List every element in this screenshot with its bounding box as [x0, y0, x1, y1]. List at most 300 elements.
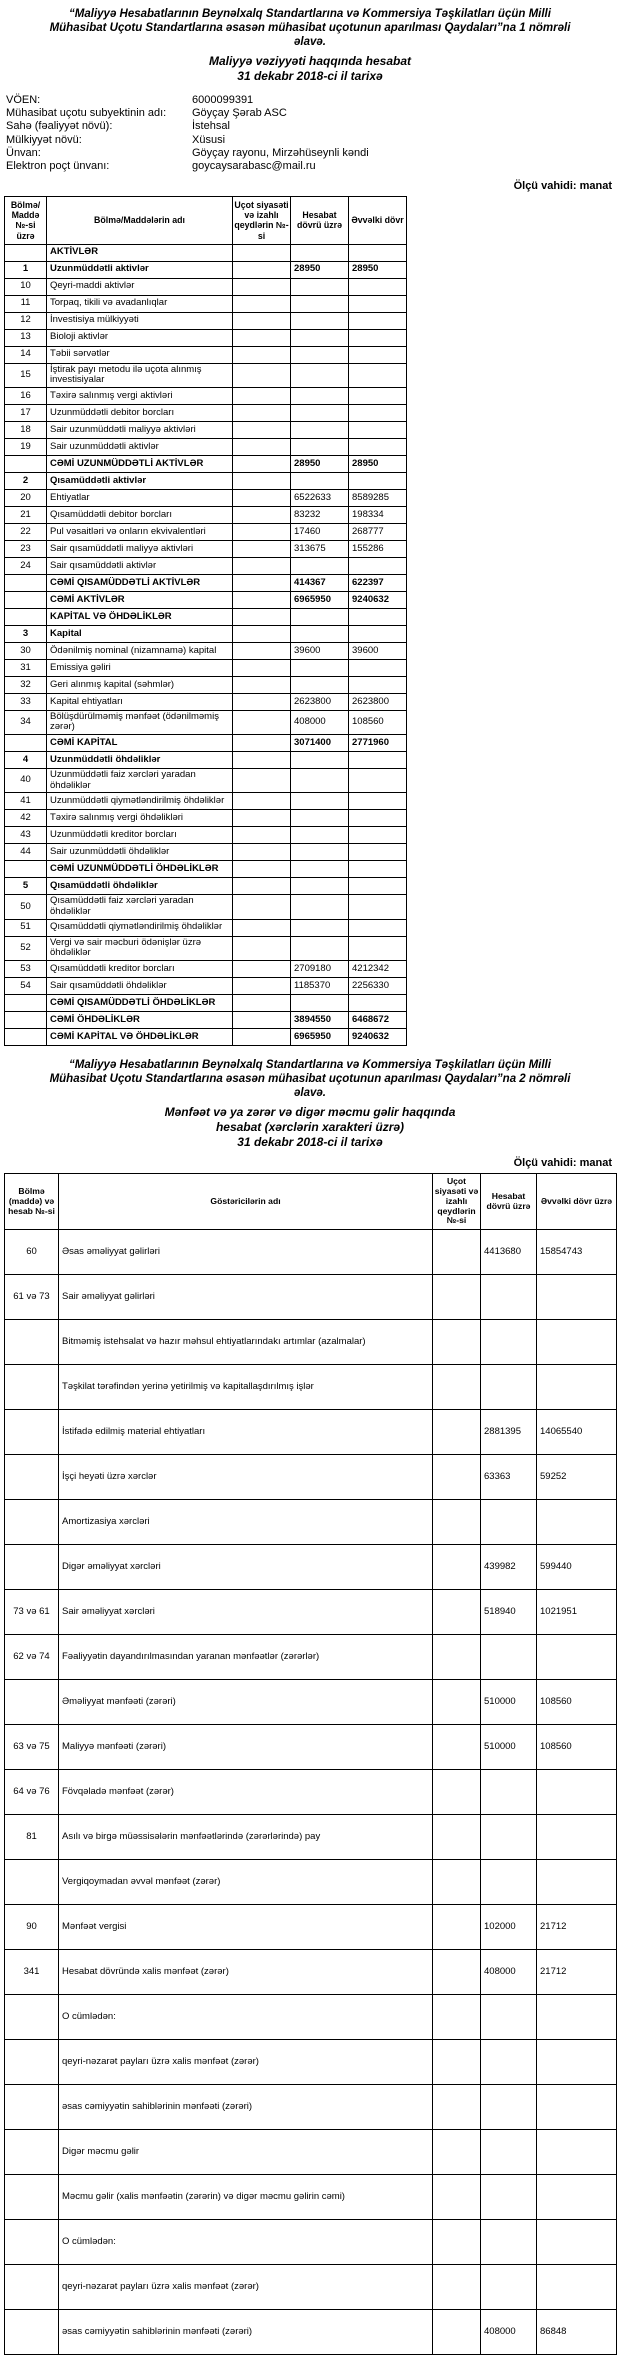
- table-row: [5, 438, 407, 455]
- row-note-ref: [433, 1545, 481, 1590]
- row-name: Sair qısamüddətli öhdəliklər: [47, 977, 233, 994]
- row-name: Digər əməliyyat xərcləri: [59, 1545, 433, 1590]
- table-header-row: [5, 1173, 617, 1229]
- row-previous: [349, 387, 407, 404]
- row-previous: 2256330: [349, 977, 407, 994]
- table-row: [5, 312, 407, 329]
- row-current: 1185370: [291, 977, 349, 994]
- table-row: [5, 295, 407, 312]
- row-current: 510000: [481, 1680, 537, 1725]
- row-name: İnvestisiya mülkiyyəti: [47, 312, 233, 329]
- row-note-ref: [233, 295, 291, 312]
- table-row: [5, 2130, 617, 2175]
- row-name: Qısamüddətli faiz xərcləri yaradan öhdəliklər: [47, 895, 233, 919]
- row-previous: 599440: [537, 1545, 617, 1590]
- row-current: [481, 1320, 537, 1365]
- row-note-ref: [433, 1230, 481, 1275]
- row-note-ref: [233, 693, 291, 710]
- info-row: [6, 107, 616, 120]
- row-previous: [349, 421, 407, 438]
- row-note-ref: [233, 960, 291, 977]
- row-note-ref: [233, 977, 291, 994]
- table-row: [5, 1410, 617, 1455]
- row-note-ref: [433, 1680, 481, 1725]
- row-note-ref: [433, 1365, 481, 1410]
- row-current: [291, 793, 349, 810]
- row-name: Əməliyyat mənfəəti (zərəri): [59, 1680, 433, 1725]
- table-row: [5, 1725, 617, 1770]
- row-name: Hesabat dövründə xalis mənfəət (zərər): [59, 1950, 433, 1995]
- row-previous: [537, 1365, 617, 1410]
- row-current: [481, 1995, 537, 2040]
- unit-label-1: Ölçü vahidi: manat: [513, 180, 612, 193]
- row-previous: 9240632: [349, 1028, 407, 1045]
- row-note-ref: [233, 404, 291, 421]
- row-current: [291, 861, 349, 878]
- row-previous: [349, 472, 407, 489]
- row-code: [5, 1011, 47, 1028]
- row-current: 2623800: [291, 693, 349, 710]
- row-code: 54: [5, 977, 47, 994]
- row-code: [5, 994, 47, 1011]
- table-row: [5, 421, 407, 438]
- row-code: 4: [5, 752, 47, 769]
- row-name: Pul vəsaitləri və onların ekvivalentləri: [47, 523, 233, 540]
- table-row: [5, 244, 407, 261]
- row-previous: [537, 1320, 617, 1365]
- row-note-ref: [233, 1011, 291, 1028]
- row-previous: 86848: [537, 2310, 617, 2355]
- row-previous: [537, 1995, 617, 2040]
- table-row: [5, 329, 407, 346]
- row-previous: [349, 329, 407, 346]
- row-note-ref: [233, 710, 291, 734]
- table-row: [5, 895, 407, 919]
- table-row: [5, 1815, 617, 1860]
- header-section-no: Bölmə/ Maddə №-si üzrə: [5, 197, 47, 244]
- header-notes-ref: Uçot siyasəti və izahlı qeydlərin №-si: [233, 197, 291, 244]
- table-row: [5, 960, 407, 977]
- unit-label-2: Ölçü vahidi: manat: [513, 1156, 612, 1169]
- row-current: [291, 810, 349, 827]
- row-current: 3071400: [291, 735, 349, 752]
- row-previous: [349, 438, 407, 455]
- table-row: [5, 936, 407, 960]
- row-previous: [349, 994, 407, 1011]
- row-previous: [349, 312, 407, 329]
- row-code: 34: [5, 710, 47, 734]
- row-name: CƏMİ KAPİTAL: [47, 735, 233, 752]
- row-current: [481, 2175, 537, 2220]
- row-previous: [537, 2085, 617, 2130]
- header-notes-ref: Uçot siyasəti və izahlı qeydlərin №-si: [433, 1173, 481, 1229]
- table-row: [5, 2265, 617, 2310]
- row-previous: [537, 1635, 617, 1680]
- row-current: [291, 895, 349, 919]
- row-current: [481, 1500, 537, 1545]
- table-row: [5, 1320, 617, 1365]
- row-note-ref: [233, 523, 291, 540]
- table-row: [5, 2085, 617, 2130]
- row-note-ref: [233, 312, 291, 329]
- row-name: CƏMİ AKTİVLƏR: [47, 591, 233, 608]
- row-previous: [537, 1770, 617, 1815]
- row-current: [291, 438, 349, 455]
- info-value-entity-name: Göyçay Şərab ASC: [192, 107, 287, 120]
- row-name: Ehtiyatlar: [47, 489, 233, 506]
- row-name: Ödənilmiş nominal (nizamnamə) kapital: [47, 642, 233, 659]
- row-current: 63363: [481, 1455, 537, 1500]
- row-previous: [349, 844, 407, 861]
- info-label-sector: Sahə (fəaliyyət növü):: [6, 120, 113, 133]
- info-row: [6, 134, 616, 147]
- table-row: [5, 1011, 407, 1028]
- row-code: [5, 1028, 47, 1045]
- table-row: [5, 1770, 617, 1815]
- row-note-ref: [433, 1725, 481, 1770]
- table-row: [5, 861, 407, 878]
- row-current: [291, 844, 349, 861]
- row-previous: [537, 1860, 617, 1905]
- row-note-ref: [433, 1500, 481, 1545]
- row-code: 40: [5, 769, 47, 793]
- row-current: [291, 295, 349, 312]
- row-previous: 198334: [349, 506, 407, 523]
- row-current: 313675: [291, 540, 349, 557]
- row-previous: [349, 861, 407, 878]
- row-current: [291, 557, 349, 574]
- table-row: [5, 506, 407, 523]
- info-label-voen: VÖEN:: [6, 94, 41, 107]
- row-current: [291, 752, 349, 769]
- row-name: Sair uzunmüddətli aktivlər: [47, 438, 233, 455]
- row-note-ref: [433, 2220, 481, 2265]
- row-note-ref: [233, 895, 291, 919]
- row-current: [291, 625, 349, 642]
- row-code: 10: [5, 278, 47, 295]
- row-code: [5, 1365, 59, 1410]
- info-row: [6, 160, 616, 173]
- row-name: Vergiqoymadan əvvəl mənfəət (zərər): [59, 1860, 433, 1905]
- row-note-ref: [433, 2085, 481, 2130]
- table-row: [5, 977, 407, 994]
- header-previous-period: Əvvəlki dövr üzrə: [537, 1173, 617, 1229]
- row-code: 22: [5, 523, 47, 540]
- row-code: 13: [5, 329, 47, 346]
- table-row: [5, 769, 407, 793]
- row-previous: [349, 936, 407, 960]
- statement2-date: 31 dekabr 2018-ci il tarixə: [237, 1134, 383, 1149]
- row-name: CƏMİ QISAMÜDDƏTLİ ÖHDƏLİKLƏR: [47, 994, 233, 1011]
- row-note-ref: [433, 2130, 481, 2175]
- table-row: [5, 540, 407, 557]
- row-current: [481, 2220, 537, 2265]
- row-current: [291, 936, 349, 960]
- table-row: [5, 844, 407, 861]
- table-row: [5, 591, 407, 608]
- row-previous: 21712: [537, 1950, 617, 1995]
- row-code: 1: [5, 261, 47, 278]
- row-name: Əsas əməliyyat gəlirləri: [59, 1230, 433, 1275]
- row-code: 21: [5, 506, 47, 523]
- row-previous: [349, 278, 407, 295]
- row-previous: [349, 919, 407, 936]
- row-note-ref: [233, 861, 291, 878]
- row-code: 42: [5, 810, 47, 827]
- row-note-ref: [433, 1410, 481, 1455]
- row-current: 2709180: [291, 960, 349, 977]
- info-label-ownership: Mülkiyyət növü:: [6, 133, 82, 146]
- row-code: 52: [5, 936, 47, 960]
- row-note-ref: [233, 793, 291, 810]
- row-note-ref: [233, 642, 291, 659]
- row-note-ref: [233, 919, 291, 936]
- row-previous: 2771960: [349, 735, 407, 752]
- table-row: [5, 1230, 617, 1275]
- row-name: Fəaliyyətin dayandırılmasından yaranan mənfəətlər (zərərlər): [59, 1635, 433, 1680]
- table-row: [5, 1455, 617, 1500]
- row-previous: 14065540: [537, 1410, 617, 1455]
- row-note-ref: [433, 1815, 481, 1860]
- row-current: [291, 676, 349, 693]
- header-item-name: Bölmə/Maddələrin adı: [47, 197, 233, 244]
- row-name: CƏMİ KAPİTAL VƏ ÖHDƏLİKLƏR: [47, 1028, 233, 1045]
- row-current: 28950: [291, 455, 349, 472]
- row-code: 2: [5, 472, 47, 489]
- row-name: Təxirə salınmış vergi öhdəlikləri: [47, 810, 233, 827]
- row-name: Sair uzunmüddətli maliyyə aktivləri: [47, 421, 233, 438]
- table-row: [5, 608, 407, 625]
- appendix-note-2: “Maliyyə Hesabatlarının Beynəlxalq Standartlarına və Kommersiya Təşkilatları üçün Milli Mühasibat Uçotu Standartlarına əsasən mühasibat uçotunun aparılması Qaydaları”na 2 nömrəli əlavə.: [49, 1058, 571, 1099]
- row-code: [5, 2130, 59, 2175]
- row-current: 6965950: [291, 591, 349, 608]
- row-current: 83232: [291, 506, 349, 523]
- row-current: 2881395: [481, 1410, 537, 1455]
- row-note-ref: [233, 810, 291, 827]
- row-note-ref: [433, 2265, 481, 2310]
- info-label-entity-name: Mühasibat uçotu subyektinin adı:: [6, 107, 167, 120]
- row-note-ref: [433, 1995, 481, 2040]
- statement1-title: Maliyyə vəziyyəti haqqında hesabat: [208, 54, 412, 69]
- row-name: Qısamüddətli kreditor borcları: [47, 960, 233, 977]
- row-name: Bitməmiş istehsalat və hazır məhsul ehtiyatlarındakı artımlar (azalmalar): [59, 1320, 433, 1365]
- row-current: [291, 363, 349, 387]
- row-code: 16: [5, 387, 47, 404]
- row-previous: [537, 2220, 617, 2265]
- row-current: 6965950: [291, 1028, 349, 1045]
- row-name: Qısamüddətli qiymətləndirilmiş öhdəliklər: [47, 919, 233, 936]
- table-row: [5, 261, 407, 278]
- row-name: CƏMİ QISAMÜDDƏTLİ AKTİVLƏR: [47, 574, 233, 591]
- row-note-ref: [233, 438, 291, 455]
- row-previous: [537, 1815, 617, 1860]
- statement2-title: Mənfəət və ya zərər və digər məcmu gəlir haqqında hesabat (xərclərin xarakteri üzrə): [164, 1104, 456, 1134]
- table-row: [5, 919, 407, 936]
- row-code: 341: [5, 1950, 59, 1995]
- table-header-row: [5, 197, 407, 244]
- row-previous: [349, 295, 407, 312]
- row-name: Qeyri-maddi aktivlər: [47, 278, 233, 295]
- row-name: Torpaq, tikili və avadanlıqlar: [47, 295, 233, 312]
- row-name: Qısamüddətli debitor borcları: [47, 506, 233, 523]
- table-row: [5, 827, 407, 844]
- row-name: Emissiya gəliri: [47, 659, 233, 676]
- row-note-ref: [233, 844, 291, 861]
- table-row: [5, 455, 407, 472]
- row-current: [291, 827, 349, 844]
- row-current: 414367: [291, 574, 349, 591]
- table-row: [5, 574, 407, 591]
- table-row: [5, 659, 407, 676]
- row-name: Amortizasiya xərcləri: [59, 1500, 433, 1545]
- info-value-voen: 6000099391: [192, 94, 254, 107]
- row-name: Məcmu gəlir (xalis mənfəətin (zərərin) və digər məcmu gəlirin cəmi): [59, 2175, 433, 2220]
- balance-sheet-table: [4, 196, 407, 1046]
- header-section-no: Bölmə (maddə) və hesab №-si: [5, 1173, 59, 1229]
- row-name: Uzunmüddətli öhdəliklər: [47, 752, 233, 769]
- row-code: [5, 455, 47, 472]
- row-note-ref: [433, 1590, 481, 1635]
- row-note-ref: [233, 346, 291, 363]
- row-note-ref: [233, 752, 291, 769]
- table-row: [5, 2220, 617, 2265]
- statement1-date: 31 dekabr 2018-ci il tarixə: [237, 69, 383, 84]
- row-current: [481, 2265, 537, 2310]
- row-code: 64 və 76: [5, 1770, 59, 1815]
- table-row: [5, 523, 407, 540]
- row-previous: 108560: [537, 1725, 617, 1770]
- row-current: [481, 1365, 537, 1410]
- row-previous: [349, 346, 407, 363]
- row-note-ref: [433, 1950, 481, 1995]
- table-row: [5, 642, 407, 659]
- row-code: [5, 1410, 59, 1455]
- row-code: [5, 861, 47, 878]
- row-name: Təşkilat tərəfindən yerinə yetirilmiş və kapitallaşdırılmış işlər: [59, 1365, 433, 1410]
- row-current: [481, 1815, 537, 1860]
- row-code: [5, 1500, 59, 1545]
- row-note-ref: [233, 574, 291, 591]
- row-note-ref: [233, 455, 291, 472]
- row-note-ref: [433, 2175, 481, 2220]
- row-code: 24: [5, 557, 47, 574]
- statement2-title-block: [160, 1105, 460, 1150]
- row-current: 3894550: [291, 1011, 349, 1028]
- table-row: [5, 735, 407, 752]
- row-current: 4413680: [481, 1230, 537, 1275]
- table-row: [5, 1500, 617, 1545]
- row-previous: 15854743: [537, 1230, 617, 1275]
- row-name: Qısamüddətli öhdəliklər: [47, 878, 233, 895]
- row-code: 11: [5, 295, 47, 312]
- row-current: 102000: [481, 1905, 537, 1950]
- row-note-ref: [433, 1860, 481, 1905]
- row-note-ref: [233, 608, 291, 625]
- info-value-address: Göyçay rayonu, Mirzəhüseynli kəndi: [192, 146, 369, 159]
- row-previous: [349, 752, 407, 769]
- row-code: 23: [5, 540, 47, 557]
- row-code: [5, 2265, 59, 2310]
- row-name: Maliyyə mənfəəti (zərəri): [59, 1725, 433, 1770]
- row-code: 73 və 61: [5, 1590, 59, 1635]
- row-code: [5, 608, 47, 625]
- row-note-ref: [433, 1635, 481, 1680]
- row-current: 28950: [291, 261, 349, 278]
- header-indicator-name: Göstəricilərin adı: [59, 1173, 433, 1229]
- row-previous: [349, 659, 407, 676]
- row-current: [291, 472, 349, 489]
- row-name: Geri alınmış kapital (səhmlər): [47, 676, 233, 693]
- row-current: 510000: [481, 1725, 537, 1770]
- table-row: [5, 1680, 617, 1725]
- row-name: KAPİTAL VƏ ÖHDƏLİKLƏR: [47, 608, 233, 625]
- row-code: 44: [5, 844, 47, 861]
- row-code: 43: [5, 827, 47, 844]
- table-row: [5, 625, 407, 642]
- row-current: [481, 1635, 537, 1680]
- row-previous: 108560: [537, 1680, 617, 1725]
- table-row: [5, 1545, 617, 1590]
- table-row: [5, 2175, 617, 2220]
- row-note-ref: [233, 676, 291, 693]
- table-row: [5, 363, 407, 387]
- row-note-ref: [233, 557, 291, 574]
- row-current: 439982: [481, 1545, 537, 1590]
- row-code: 41: [5, 793, 47, 810]
- row-note-ref: [233, 261, 291, 278]
- statement1-title-block: [160, 54, 460, 84]
- row-previous: [349, 827, 407, 844]
- row-previous: 28950: [349, 455, 407, 472]
- row-note-ref: [433, 2040, 481, 2085]
- table-row: [5, 878, 407, 895]
- row-code: 61 və 73: [5, 1275, 59, 1320]
- row-previous: [349, 895, 407, 919]
- row-code: [5, 2220, 59, 2265]
- table-row: [5, 557, 407, 574]
- row-previous: 59252: [537, 1455, 617, 1500]
- row-name: CƏMİ UZUNMÜDDƏTLİ ÖHDƏLİKLƏR: [47, 861, 233, 878]
- table-row: [5, 994, 407, 1011]
- row-previous: [349, 769, 407, 793]
- row-previous: [537, 1275, 617, 1320]
- row-code: 15: [5, 363, 47, 387]
- row-note-ref: [433, 1770, 481, 1815]
- row-note-ref: [233, 387, 291, 404]
- row-code: 3: [5, 625, 47, 642]
- row-previous: [349, 676, 407, 693]
- table-row: [5, 346, 407, 363]
- row-code: 53: [5, 960, 47, 977]
- row-previous: 108560: [349, 710, 407, 734]
- row-name: əsas cəmiyyətin sahiblərinin mənfəəti (zərəri): [59, 2085, 433, 2130]
- row-code: [5, 2310, 59, 2355]
- row-note-ref: [233, 591, 291, 608]
- row-previous: [349, 557, 407, 574]
- row-code: 51: [5, 919, 47, 936]
- row-note-ref: [233, 506, 291, 523]
- row-previous: [349, 625, 407, 642]
- info-value-email: goycaysarabasc@mail.ru: [192, 159, 316, 172]
- row-previous: 4212342: [349, 960, 407, 977]
- row-name: Kapital: [47, 625, 233, 642]
- row-note-ref: [233, 659, 291, 676]
- row-name: CƏMİ UZUNMÜDDƏTLİ AKTİVLƏR: [47, 455, 233, 472]
- row-previous: [349, 244, 407, 261]
- row-name: İstifadə edilmiş material ehtiyatları: [59, 1410, 433, 1455]
- row-note-ref: [433, 1455, 481, 1500]
- row-previous: [349, 878, 407, 895]
